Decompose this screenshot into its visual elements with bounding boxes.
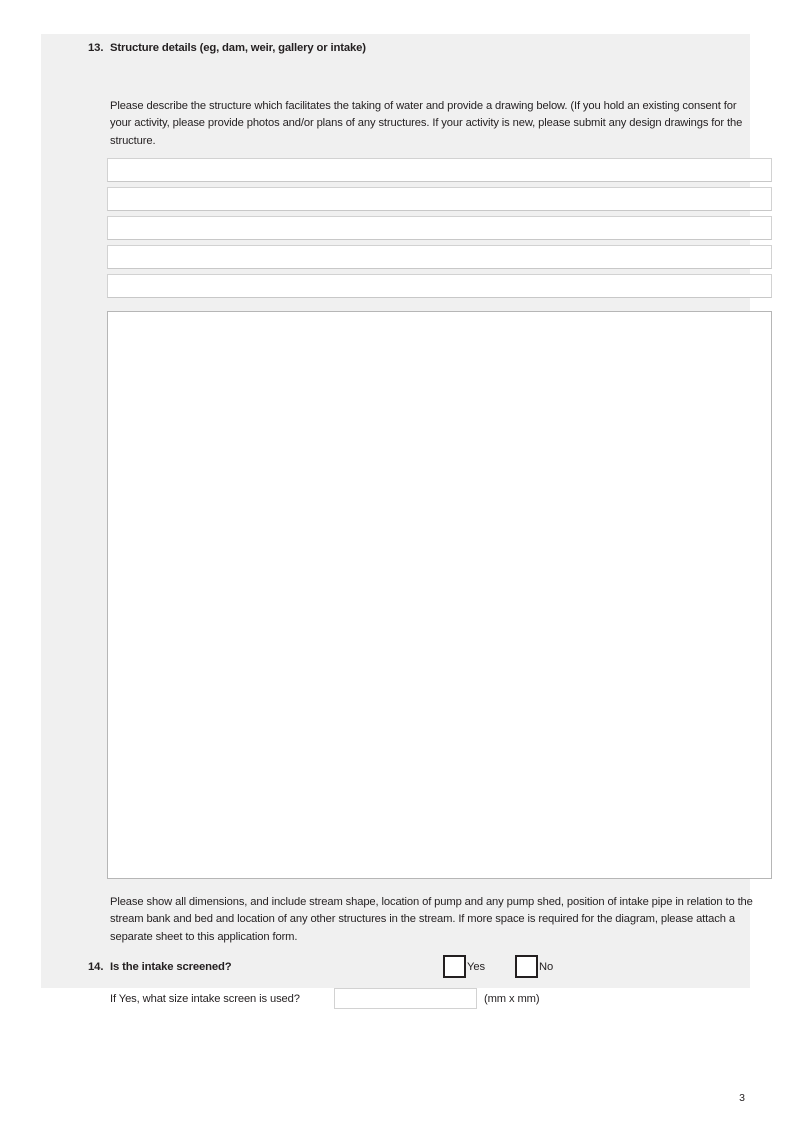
page-number: 3 [739,1092,745,1104]
intake-screen-size-label: If Yes, what size intake screen is used? [110,993,300,1005]
form-content-panel [41,34,753,1005]
drawing-instructions-note: Please show all dimensions, and include stream shape, location of pump and any pump shed, position of intake pipe in relation to the stream bank and bed and location of any other structures in the stream. If more space is required for the diagram, please attach a separate sheet to this application form. [110,896,753,943]
checkbox-yes[interactable] [443,955,466,978]
answer-line[interactable] [107,245,772,269]
answer-line[interactable] [107,274,772,298]
question-14-title: Is the intake screened? [110,961,232,973]
structure-drawing-area[interactable] [107,311,772,879]
question-13-heading [82,40,762,57]
question-14-heading [82,959,502,976]
question-13-description: Please describe the structure which facilitates the taking of water and provide a drawing below. (If you hold an existing consent for your activity, please provide photos and/or plans of any structures. If your activity is new, please submit any design drawings for the structure. [110,100,743,147]
question-13-number: 13. [88,42,104,54]
intake-screened-no-group[interactable] [515,955,553,978]
checkbox-no-label: No [539,960,554,973]
question-14-number: 14. [88,961,104,973]
answer-line[interactable] [107,158,772,182]
intake-screen-size-unit: (mm x mm) [484,993,540,1005]
answer-line[interactable] [107,216,772,240]
question-13-title: Structure details (eg, dam, weir, gallery or intake) [110,42,366,54]
checkbox-yes-label: Yes [467,960,485,973]
checkbox-no[interactable] [515,955,538,978]
intake-screen-size-input[interactable] [334,988,477,1009]
structure-description-lines [107,158,772,303]
answer-line[interactable] [107,187,772,211]
intake-screened-yes-group[interactable] [443,955,485,978]
